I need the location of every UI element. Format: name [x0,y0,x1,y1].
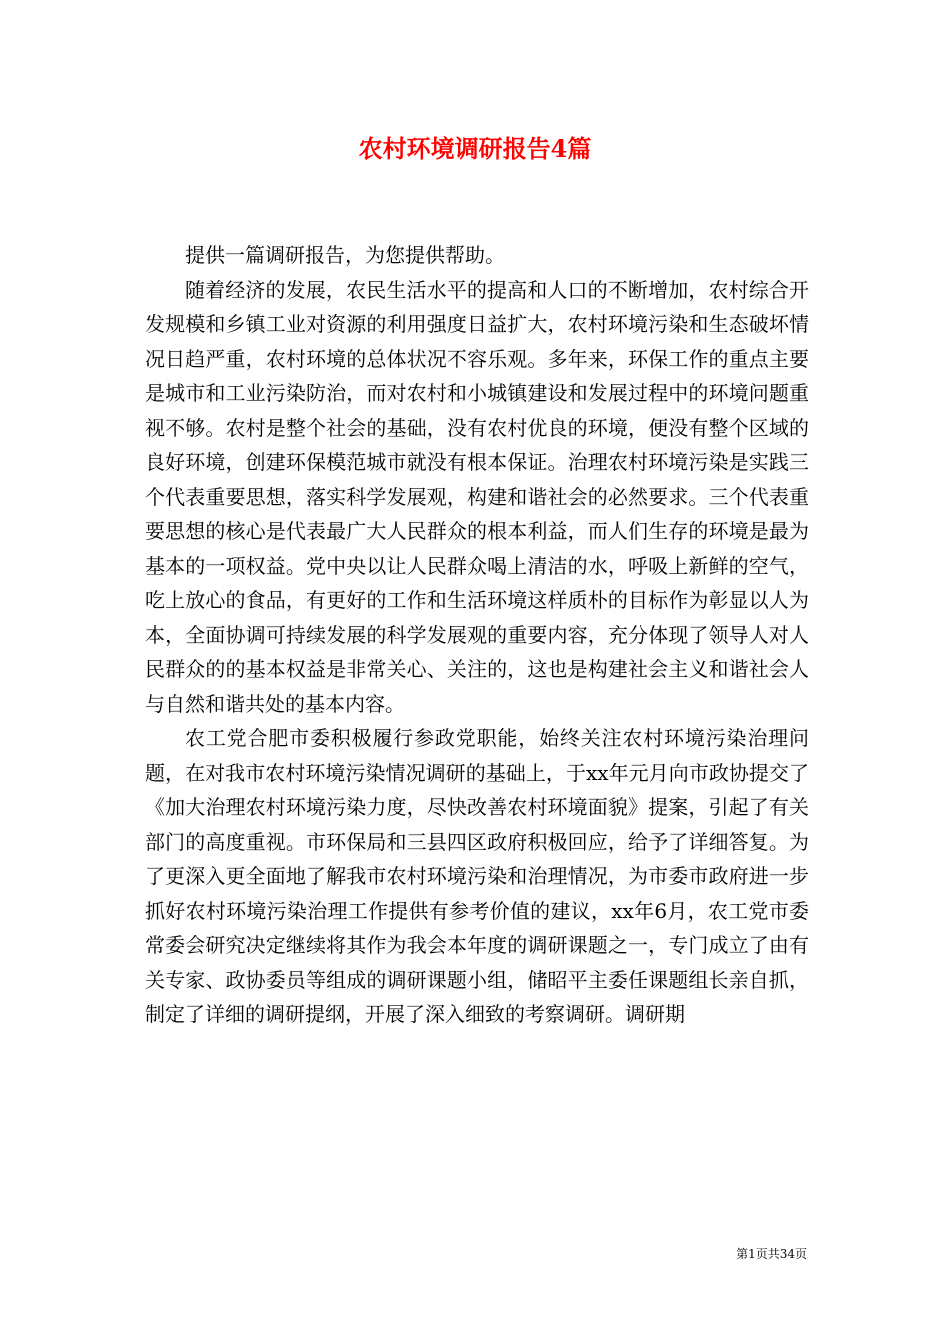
paragraph-background: 随着经济的发展，农民生活水平的提高和人口的不断增加，农村综合开发规模和乡镇工业对资源的利用强度日益扩大，农村环境污染和生态破坏情况日趋严重，农村环境的总体状况不容乐观。多年来，环保工作的重点主要是城市和工业污染防治，而对农村和小城镇建设和发展过程中的环境问题重视不够。农村是整个社会的基础，没有农村优良的环境，便没有整个区域的良好环境，创建环保模范城市就没有根本保证。治理农村环境污染是实践三个代表重要思想，落实科学发展观，构建和谐社会的必然要求。三个代表重要思想的核心是代表最广大人民群众的根本利益，而人们生存的环境是最为基本的一项权益。党中央以让人民群众喝上清洁的水，呼吸上新鲜的空气，吃上放心的食品，有更好的工作和生活环境这样质朴的目标作为彰显以人为本，全面协调可持续发展的科学发展观的重要内容，充分体现了领导人对人民群众的的基本权益是非常关心、关注的，这也是构建社会主义和谐社会人与自然和谐共处的基本内容。 [145,277,809,716]
paragraph-research: 农工党合肥市委积极履行参政党职能，始终关注农村环境污染治理问题，在对我市农村环境污染情况调研的基础上，于xx年元月向市政协提交了《加大治理农村环境污染力度，尽快改善农村环境面貌》提案，引起了有关部门的高度重视。市环保局和三县四区政府积极回应，给予了详细答复。为了更深入更全面地了解我市农村环境污染和治理情况，为市委市政府进一步抓好农村环境污染治理工作提供有参考价值的建议，xx年6月，农工党市委常委会研究决定继续将其作为我会本年度的调研课题之一，专门成立了由有关专家、政协委员等组成的调研课题小组，储昭平主委任课题组长亲自抓，制定了详细的调研提纲，开展了深入细致的考察调研。调研期 [145,726,809,1026]
document-title: 农村环境调研报告4篇 [358,134,592,163]
document-body [145,238,809,1032]
page-number: 第1页共34页 [736,1247,807,1261]
paragraph-intro: 提供一篇调研报告，为您提供帮助。 [185,243,505,267]
